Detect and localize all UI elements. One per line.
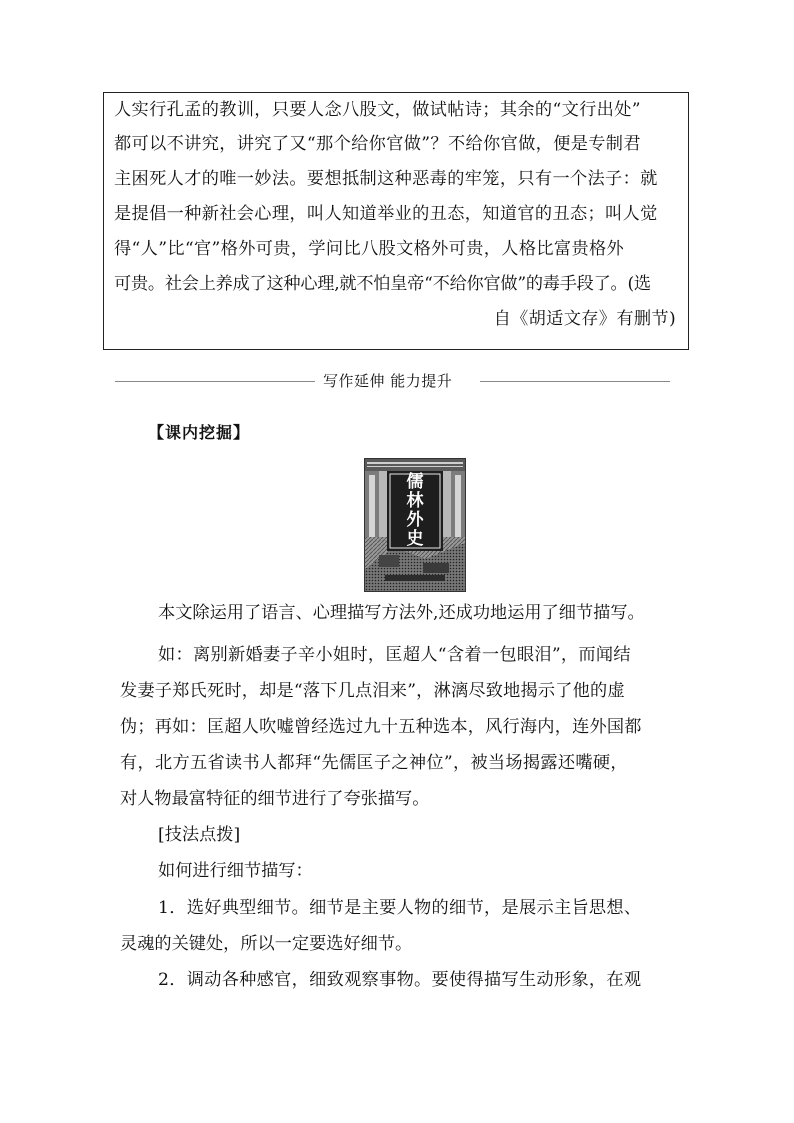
example-line: 有，北方五省读书人都拜“先儒匡子之神位”，被当场揭露还嘴硬， [120, 753, 628, 773]
example-line: 发妻子郑氏死时，却是“落下几点泪来”，淋漓尽致地揭示了他的虚 [120, 681, 625, 701]
divider [480, 381, 670, 382]
point-line: 1．选好典型细节。细节是主要人物的细节，是展示主旨思想、 [158, 898, 642, 918]
quote-line: 都可以不讲究，讲究了又“那个给你官做”？不给你官做，便是专制君 [114, 134, 641, 154]
quote-line: 主困死人才的唯一妙法。要想抵制这种恶毒的牢笼，只有一个法子：就 [114, 169, 658, 189]
point-line: 2．调动各种感官，细致观察事物。要使得描写生动形象，在观 [158, 970, 642, 990]
intro-paragraph: 本文除运用了语言、心理描写方法外,还成功地运用了细节描写。 [158, 603, 645, 623]
heading: 【课内挖掘】 [148, 423, 251, 442]
quote-line: 可贵。社会上养成了这种心理,就不怕皇帝“不给你官做”的毒手段了。(选 [114, 274, 651, 294]
example-line: 对人物最富特征的细节进行了夸张描写。 [120, 789, 430, 809]
section-title [115, 370, 670, 392]
book-cover-title [389, 473, 441, 549]
quote-line: 人实行孔孟的教训，只要人念八股文，做试帖诗；其余的“文行出处” [114, 100, 641, 120]
quote-box [103, 92, 689, 350]
example-line: 如：离别新婚妻子辛小姐时，匡超人“含着一包眼泪”，而闻结 [158, 645, 631, 665]
example-line: 伪；再如：匡超人吹嘘曾经选过九十五种选本，风行海内，连外国都 [120, 717, 642, 737]
section-title-label: 写作延伸 能力提升 [323, 372, 453, 390]
book-cover-image [364, 458, 466, 592]
tip-intro: 如何进行细节描写： [158, 861, 313, 881]
quote-line: 是提倡一种新社会心理，叫人知道举业的丑态，知道官的丑态；叫人觉 [114, 204, 658, 224]
quote-line: 得“人”比“官”格外可贵，学问比八股文格外可贵，人格比富贵格外 [114, 239, 625, 259]
point-line: 灵魂的关键处，所以一定要选好细节。 [120, 934, 413, 954]
divider [115, 381, 315, 382]
quote-line: 自《胡适文存》有删节) [493, 309, 676, 329]
book-title-text: 儒林外史 [406, 472, 424, 549]
tip-label: [技法点拨] [158, 825, 241, 845]
